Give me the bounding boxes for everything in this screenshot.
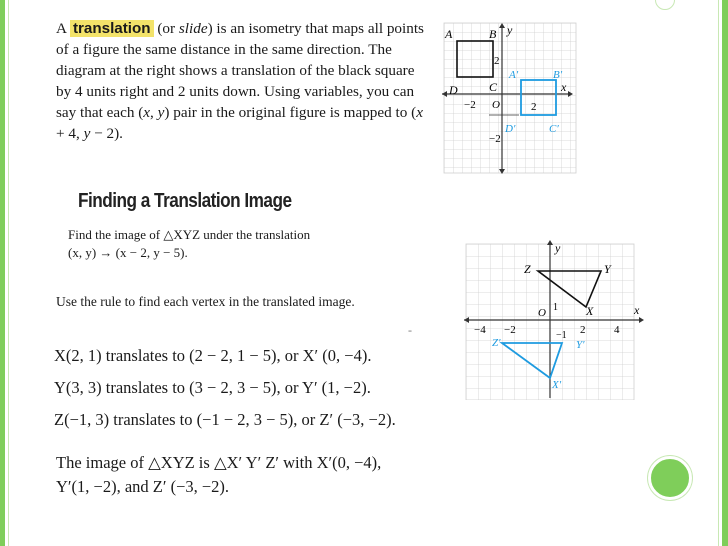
tick-x-neg2: −2 <box>504 324 516 336</box>
top-decor-circle <box>655 0 675 10</box>
label-d: D <box>449 83 458 97</box>
decor-circle <box>648 456 692 500</box>
label-c-prime: C′ <box>549 123 559 135</box>
rule-instruction: Use the rule to find each vertex in the translated image. <box>56 294 355 309</box>
tick-x-2: 2 <box>531 101 537 113</box>
label-c: C <box>489 80 498 94</box>
label-y-prime: Y′ <box>576 339 585 351</box>
label-x-prime: X′ <box>552 379 562 391</box>
step-z: Z(−1, 3) translates to (−1 − 2, 3 − 5), or Z′ (−3, −2). <box>54 410 396 429</box>
conclusion: The image of △XYZ is △X′ Y′ Z′ with X′(0, −4), Y′(1, −2), and Z′ (−3, −2). <box>56 453 382 496</box>
tick-x-2: 2 <box>580 324 586 336</box>
label-b-prime: B′ <box>553 69 563 81</box>
axis-label-x: x <box>634 303 640 317</box>
origin-label: O <box>492 99 500 111</box>
label-a: A <box>445 27 453 41</box>
tick-y-2: 2 <box>494 55 500 67</box>
intro-paragraph: A translation (or slide) is an isometry that maps all points of a figure the same distance in the same direction. The diagram at the right shows a translation of the black square by 4 units right and 2 units down. Using variables, you can say that each (x, y) pair in the original figure is mapped to (x + 4, y − 2). <box>56 20 424 142</box>
label-z-prime: Z′ <box>492 337 501 349</box>
step-x: X(2, 1) translates to (2 − 2, 1 − 5), or X′ (0, −4). <box>54 346 372 365</box>
tick-1: 1 <box>553 302 558 313</box>
term-highlight: translation <box>70 20 154 37</box>
example-prompt: Find the image of △XYZ under the translation (x, y) → (x − 2, y − 5). <box>68 227 311 260</box>
label-b: B <box>489 27 497 41</box>
section-title: Finding a Translation Image <box>78 190 292 212</box>
label-a-prime: A′ <box>509 69 519 81</box>
label-d-prime: D′ <box>505 123 516 135</box>
axis-label-y: y <box>507 23 513 37</box>
axis-label-x: x <box>561 80 567 94</box>
right-accent-bar <box>722 0 728 546</box>
tick-x-neg2: −2 <box>464 99 476 111</box>
label-y: Y <box>604 262 611 276</box>
axis-label-y: y <box>555 241 561 255</box>
right-accent-line <box>718 0 719 546</box>
tick-neg1: −1 <box>556 330 567 341</box>
origin-label: O <box>538 307 546 319</box>
label-x: X <box>586 304 594 318</box>
tick-x-4: 4 <box>614 324 620 336</box>
square-translation-graph <box>441 22 579 175</box>
tick-x-neg4: −4 <box>474 324 486 336</box>
stray-mark: - <box>408 323 412 337</box>
label-z: Z <box>524 262 531 276</box>
left-accent-line <box>8 0 9 546</box>
left-accent-bar <box>0 0 5 546</box>
triangle-translation-graph <box>464 240 644 400</box>
step-y: Y(3, 3) translates to (3 − 2, 3 − 5), or Y′ (1, −2). <box>54 378 371 397</box>
tick-y-neg2: −2 <box>489 133 501 145</box>
